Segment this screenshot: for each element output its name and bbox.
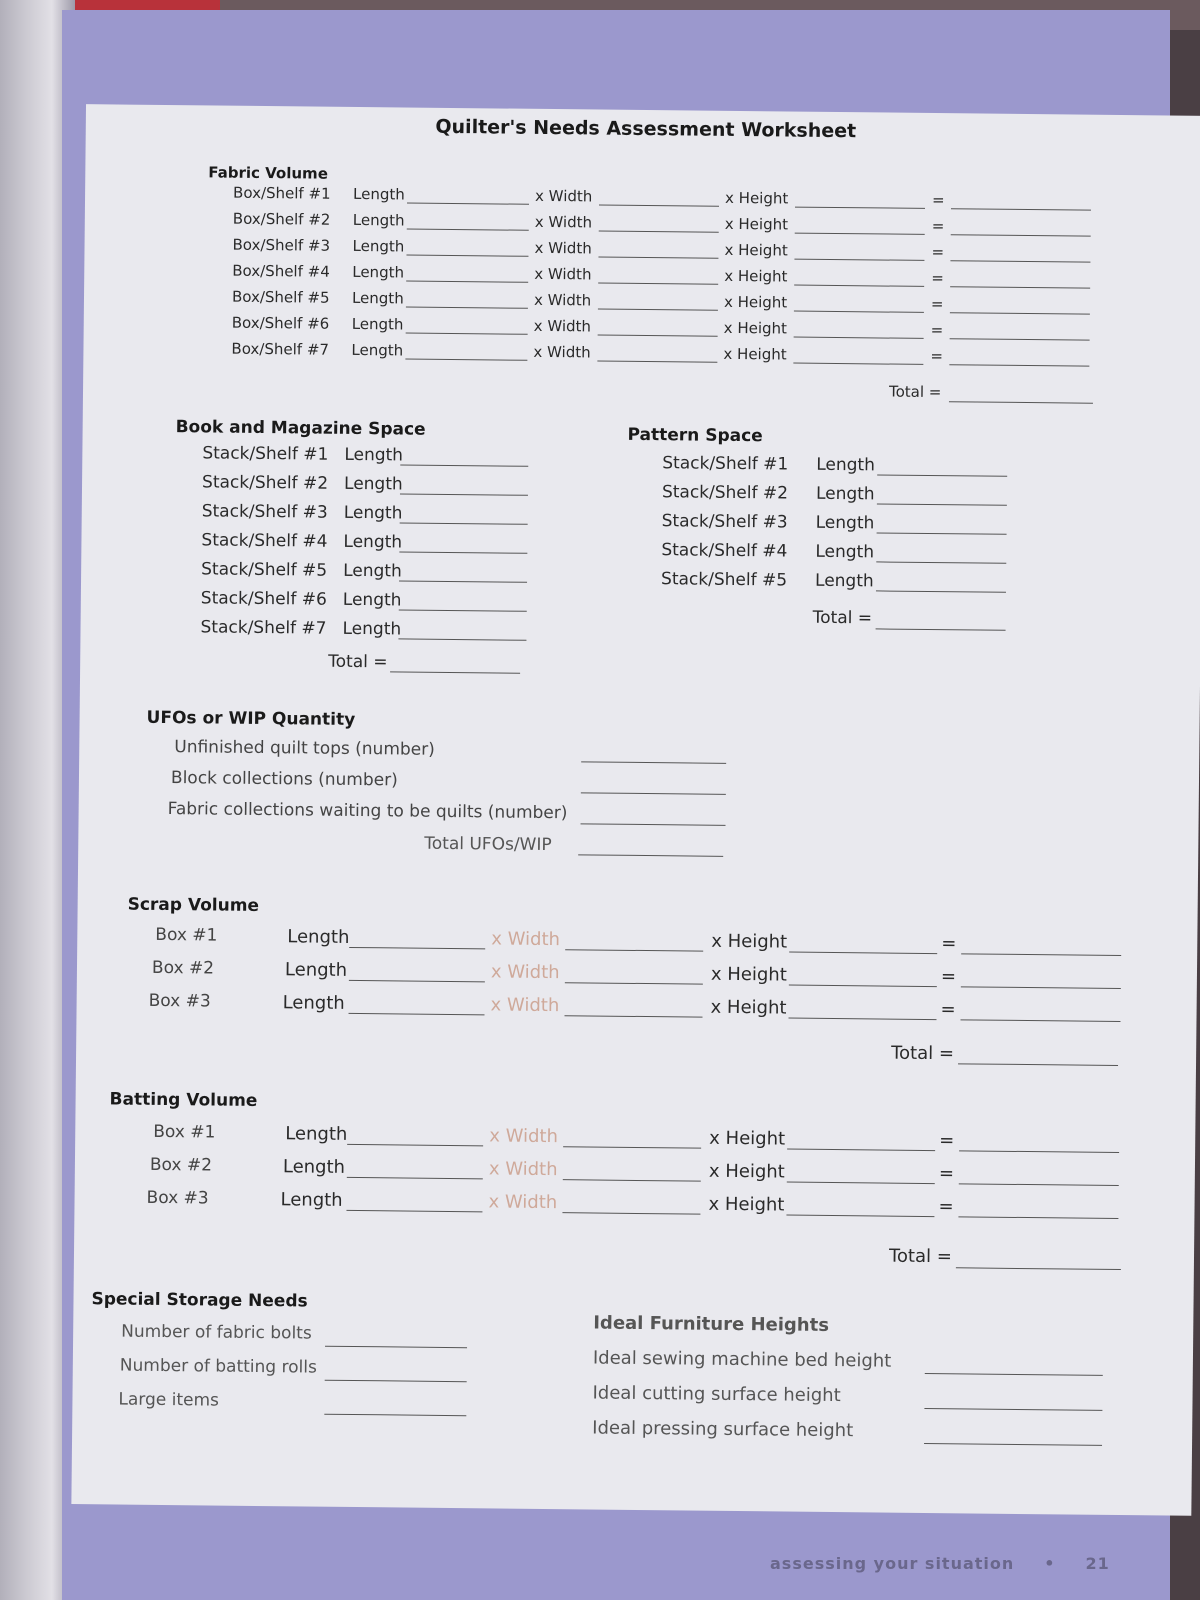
width-label: x Width: [491, 928, 561, 951]
list-item: [78, 798, 1198, 836]
scrap-total-label: Total =: [891, 1042, 955, 1065]
width-label: x Width: [534, 212, 593, 232]
length-field[interactable]: [407, 229, 529, 231]
height-label: x Height: [708, 1160, 785, 1183]
worksheet-title: Quilter's Needs Assessment Worksheet: [435, 115, 857, 143]
result-field[interactable]: [960, 1019, 1120, 1022]
row-label: Stack/Shelf #4: [201, 530, 328, 552]
length-field[interactable]: [407, 203, 529, 205]
result-field[interactable]: [961, 953, 1121, 956]
width-label: x Width: [534, 238, 592, 258]
length-field[interactable]: [877, 474, 1007, 476]
length-field[interactable]: [398, 638, 526, 640]
equals-sign: =: [930, 346, 944, 366]
width-label: x Width: [490, 994, 560, 1017]
height-field[interactable]: [793, 363, 923, 365]
height-field[interactable]: [795, 207, 925, 209]
batting-volume-heading: Batting Volume: [109, 1089, 258, 1111]
result-field[interactable]: [959, 1183, 1119, 1186]
result-field[interactable]: [950, 286, 1090, 288]
quantity-field[interactable]: [581, 792, 726, 795]
height-field[interactable]: [786, 1215, 934, 1218]
width-field[interactable]: [598, 335, 718, 337]
length-field[interactable]: [877, 503, 1007, 505]
length-field[interactable]: [349, 947, 485, 949]
length-label: Length: [815, 483, 875, 505]
length-field[interactable]: [349, 980, 485, 982]
equals-sign: =: [938, 1196, 954, 1218]
width-field[interactable]: [599, 205, 719, 207]
length-field[interactable]: [347, 1177, 483, 1179]
length-label: Length: [284, 959, 348, 981]
item-label: Ideal sewing machine bed height: [592, 1347, 892, 1372]
result-field[interactable]: [949, 364, 1089, 366]
width-field[interactable]: [563, 1179, 701, 1181]
value-field[interactable]: [924, 1443, 1102, 1446]
equals-sign: =: [931, 191, 945, 210]
footer-bullet: •: [1044, 1554, 1056, 1573]
equals-sign: =: [931, 242, 945, 262]
length-label: Length: [353, 184, 405, 204]
equals-sign: =: [930, 294, 944, 314]
length-label: Length: [815, 541, 875, 563]
length-label: Length: [282, 992, 345, 1014]
batting-total-label: Total =: [888, 1245, 952, 1268]
ufo-heading: UFOs or WIP Quantity: [146, 707, 356, 730]
height-field[interactable]: [794, 259, 924, 261]
length-label: Length: [343, 473, 403, 495]
length-field[interactable]: [349, 1013, 485, 1015]
height-field[interactable]: [787, 1182, 935, 1185]
height-label: x Height: [723, 292, 788, 312]
row-label: Box/Shelf #2: [232, 209, 331, 229]
result-field[interactable]: [950, 338, 1090, 340]
height-label: x Height: [709, 1127, 786, 1150]
item-label: Ideal pressing surface height: [592, 1417, 854, 1442]
height-field[interactable]: [788, 1018, 936, 1021]
height-field[interactable]: [794, 285, 924, 287]
length-field[interactable]: [406, 332, 528, 334]
length-label: Length: [351, 288, 404, 308]
length-label: Length: [352, 236, 405, 256]
length-label: Length: [352, 210, 405, 230]
length-label: Length: [343, 531, 403, 553]
table-row: [77, 957, 1197, 995]
width-label: x Width: [490, 961, 560, 984]
width-label: x Width: [534, 264, 592, 284]
row-label: Box #1: [155, 924, 218, 946]
width-field[interactable]: [598, 257, 718, 259]
length-label: Length: [351, 314, 404, 334]
item-label: Number of fabric bolts: [121, 1321, 312, 1344]
width-label: x Width: [533, 316, 592, 336]
equals-sign: =: [940, 999, 956, 1021]
table-row: [76, 990, 1196, 1028]
pattern-total-label: Total =: [812, 607, 873, 629]
width-field[interactable]: [565, 1015, 703, 1017]
result-field[interactable]: [958, 1216, 1118, 1219]
row-label: Stack/Shelf #1: [662, 453, 789, 475]
row-label: Stack/Shelf #2: [201, 472, 329, 494]
row-label: Box #3: [146, 1187, 209, 1209]
length-field[interactable]: [406, 254, 528, 256]
height-label: x Height: [708, 1193, 785, 1216]
width-label: x Width: [488, 1158, 558, 1181]
page-number: 21: [1085, 1554, 1110, 1573]
length-field[interactable]: [876, 590, 1006, 592]
book-total-label: Total =: [328, 651, 388, 673]
equals-sign: =: [931, 268, 944, 288]
width-field[interactable]: [565, 949, 703, 951]
value-field[interactable]: [925, 1373, 1103, 1376]
width-field[interactable]: [565, 982, 703, 984]
item-label: Ideal cutting surface height: [592, 1382, 841, 1407]
height-field[interactable]: [789, 952, 937, 955]
height-label: x Height: [723, 318, 788, 338]
ufo-total-label: Total UFOs/WIP: [424, 833, 552, 856]
table-row: [75, 1154, 1195, 1192]
length-field[interactable]: [406, 280, 528, 282]
item-label: Unfinished quilt tops (number): [174, 737, 435, 760]
width-label: x Width: [535, 186, 593, 206]
length-label: Length: [343, 560, 402, 582]
page-footer: [770, 1554, 1110, 1573]
height-label: x Height: [723, 344, 787, 364]
furniture-heading: Ideal Furniture Heights: [593, 1312, 830, 1336]
length-label: Length: [280, 1189, 343, 1211]
height-field[interactable]: [795, 233, 925, 235]
width-label: x Width: [488, 1191, 558, 1214]
book-space-heading: Book and Magazine Space: [175, 417, 426, 440]
fabric-volume-heading: Fabric Volume: [208, 163, 329, 183]
height-field[interactable]: [789, 985, 937, 988]
width-field[interactable]: [563, 1146, 701, 1148]
height-label: x Height: [711, 930, 788, 953]
value-field[interactable]: [924, 1408, 1102, 1411]
width-field[interactable]: [599, 231, 719, 233]
worksheet: [71, 104, 1200, 1516]
scrap-total-field[interactable]: [958, 1063, 1118, 1066]
length-label: Length: [343, 502, 403, 524]
row-label: Stack/Shelf #5: [201, 559, 328, 581]
length-label: Length: [351, 340, 404, 360]
equals-sign: =: [930, 320, 944, 340]
length-field[interactable]: [406, 306, 528, 308]
item-label: Block collections (number): [170, 768, 398, 791]
length-field[interactable]: [405, 358, 527, 360]
height-label: x Height: [710, 996, 787, 1019]
row-label: Stack/Shelf #2: [661, 482, 789, 504]
length-field[interactable]: [876, 561, 1006, 563]
result-field[interactable]: [959, 1150, 1119, 1153]
row-label: Box/Shelf #6: [231, 313, 330, 333]
length-label: Length: [816, 454, 876, 476]
result-field[interactable]: [950, 260, 1090, 262]
width-label: x Width: [533, 290, 592, 310]
page-background: [62, 10, 1170, 1600]
item-label: Number of batting rolls: [119, 1355, 317, 1378]
table-row: [77, 924, 1197, 962]
length-label: Length: [342, 618, 402, 640]
footer-section-title: assessing your situation: [770, 1554, 1015, 1573]
length-label: Length: [285, 1123, 348, 1145]
length-field[interactable]: [877, 532, 1007, 534]
width-field[interactable]: [597, 361, 717, 363]
row-label: Box #3: [148, 990, 211, 1012]
width-label: x Width: [489, 1125, 559, 1148]
equals-sign: =: [931, 216, 945, 236]
result-field[interactable]: [951, 208, 1091, 210]
equals-sign: =: [939, 1130, 955, 1152]
scrap-volume-heading: Scrap Volume: [127, 894, 260, 916]
height-field[interactable]: [794, 311, 924, 313]
pattern-space-heading: Pattern Space: [627, 424, 763, 447]
length-label: Length: [287, 926, 350, 948]
row-label: Box/Shelf #4: [232, 261, 330, 281]
row-label: Stack/Shelf #3: [661, 511, 788, 533]
row-label: Stack/Shelf #6: [200, 588, 327, 610]
row-label: Stack/Shelf #3: [201, 501, 328, 523]
length-field[interactable]: [346, 1210, 482, 1212]
equals-sign: =: [938, 1163, 955, 1185]
row-label: Stack/Shelf #1: [202, 443, 329, 465]
length-label: Length: [342, 589, 402, 611]
table-row: [75, 1121, 1195, 1159]
result-field[interactable]: [950, 312, 1090, 314]
height-label: x Height: [710, 963, 787, 986]
height-label: x Height: [724, 266, 788, 286]
table-row: [74, 1187, 1194, 1225]
length-label: Length: [815, 512, 875, 534]
height-field[interactable]: [787, 1149, 935, 1152]
width-field[interactable]: [598, 283, 718, 285]
equals-sign: =: [941, 933, 957, 955]
item-label: Fabric collections waiting to be quilts (number): [167, 799, 568, 824]
equals-sign: =: [940, 966, 957, 988]
fabric-total-field[interactable]: [949, 401, 1093, 404]
item-label: Large items: [118, 1389, 220, 1411]
quantity-field[interactable]: [581, 761, 726, 764]
height-label: x Height: [724, 188, 789, 208]
width-field[interactable]: [562, 1212, 700, 1214]
quantity-field[interactable]: [581, 823, 726, 826]
result-field[interactable]: [961, 986, 1121, 989]
special-storage-heading: Special Storage Needs: [91, 1289, 308, 1312]
length-label: Length: [282, 1156, 346, 1178]
row-label: Box/Shelf #3: [232, 235, 331, 255]
row-label: Box #1: [153, 1121, 216, 1143]
row-label: Box/Shelf #7: [231, 339, 330, 359]
height-field[interactable]: [794, 337, 924, 339]
batting-total-field[interactable]: [956, 1267, 1121, 1270]
result-field[interactable]: [951, 234, 1091, 236]
length-label: Length: [352, 262, 405, 282]
row-label: Stack/Shelf #5: [660, 569, 788, 591]
row-label: Stack/Shelf #7: [200, 617, 327, 639]
row-label: Stack/Shelf #4: [661, 540, 788, 562]
length-field[interactable]: [347, 1144, 483, 1146]
length-field[interactable]: [399, 609, 527, 611]
height-label: x Height: [724, 240, 788, 260]
length-label: Length: [344, 444, 404, 466]
width-field[interactable]: [598, 309, 718, 311]
row-label: Box #2: [149, 1154, 213, 1176]
fabric-total-label: Total =: [888, 382, 942, 402]
ufo-total-field[interactable]: [578, 854, 723, 857]
row-label: Box #2: [151, 957, 215, 979]
book-total-field[interactable]: [390, 671, 520, 673]
height-label: x Height: [724, 214, 789, 234]
width-label: x Width: [533, 342, 591, 362]
row-label: Box/Shelf #5: [231, 287, 330, 307]
length-label: Length: [814, 570, 874, 592]
row-label: Box/Shelf #1: [233, 183, 331, 203]
